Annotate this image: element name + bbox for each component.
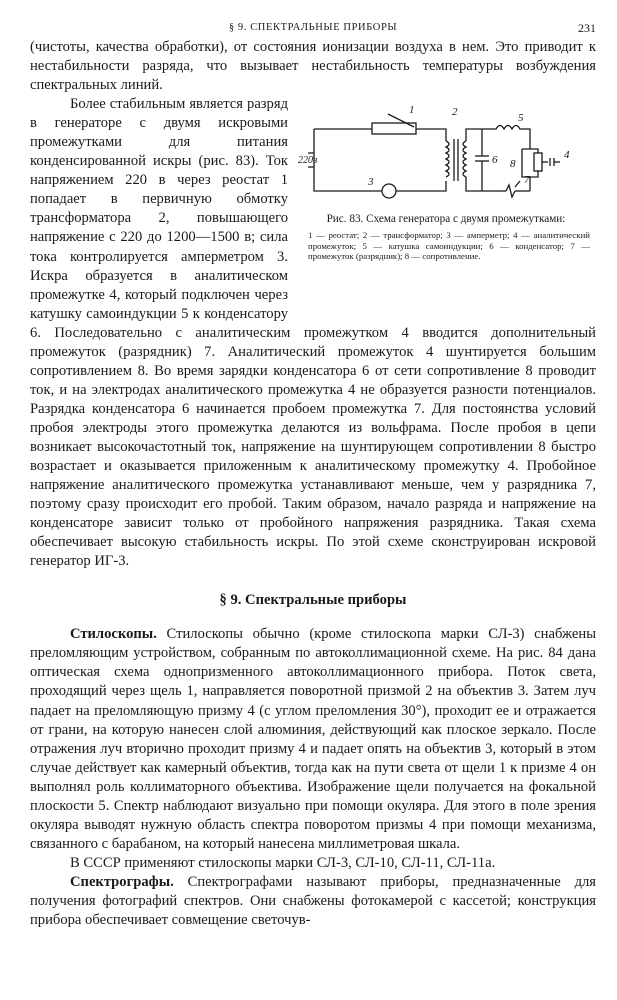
paragraph-spectrographs <box>30 873 596 930</box>
paragraph-ussr-models: В СССР применяют стилоскопы марки СЛ-3, СЛ-10, СЛ-11, СЛ-11а. <box>70 854 496 871</box>
book-page <box>30 0 596 930</box>
styloscopes-text: Стилоскопы обычно (кроме стилоскопа марки СЛ-3) снабжены преломляющим устройством, собранным по автоколлимационной схеме. На рис. 84 дана оптическая схема однопризменного автоколлимационного прибора. Поток света, проходящий через щель 1, направляется поворотной призмой 2 на объектив 3. Затем луч падает на преломляющую призму 4 (с углом преломления 30°), проходит ее и отражается от грани, на которую нанесен слой алюминия, действующий как плоское зеркало. После отражения луч вторично проходит призму 4 и падает опять на объектив 3, который в этом случае действует как камерный объектив, тогда как на пути света от щели 1 к призме 4 он выполнял роль коллиматорного объектива. Изображение щели получается на фокальной плоскости 5. Спектр наблюдают визуально при помощи окуляра. Для этого в поле зрения окуляра выводят нужную область спектра поворотом призмы 4 при помощи механизма, связанного с барабаном, на который нанесена миллиметровая шкала. <box>30 626 596 852</box>
paragraph-styloscopes <box>30 625 596 854</box>
label-4: 4 <box>564 149 570 162</box>
page-number: 231 <box>578 21 596 35</box>
running-title: § 9. СПЕКТРАЛЬНЫЕ ПРИБОРЫ <box>228 22 398 33</box>
figure-legend: 1 — реостат; 2 — трансформатор; 3 — амперметр; 4 — аналитический промежуток; 5 — катушка самоиндукции; 6 — конденсатор; 7 — промежуток (разрядник); 8 — сопротивление. <box>308 230 590 262</box>
spectrographs-text: Спектрографами называют приборы, предназначенные для получения фотографий спектров. Они снабжены фотокамерой с кассетой; конструкция прибора обеспечивает совмещение светочув- <box>30 873 596 929</box>
text-with-figure <box>30 95 596 571</box>
figure-83 <box>296 101 596 306</box>
circuit-diagram <box>296 101 596 211</box>
label-3: 3 <box>368 176 374 189</box>
label-8: 8 <box>510 158 516 171</box>
label-1: 1 <box>409 104 415 117</box>
label-7: 7 <box>524 174 530 187</box>
paragraph-continued: (чистоты, качества обработки), от состояния ионизации воздуха в нем. Это приводит к нестабильности разряда, что вызывает нестабильность температуры возбуждения спектральных линий. <box>30 39 596 94</box>
lead-spectrographs: Спектрографы. <box>70 873 174 890</box>
section-title: § 9. Спектральные приборы <box>219 592 407 609</box>
label-220v: 220в <box>298 155 318 167</box>
label-2: 2 <box>452 106 458 119</box>
running-header <box>30 0 596 38</box>
label-5: 5 <box>518 112 524 125</box>
label-6: 6 <box>492 154 498 167</box>
paragraph-generator: Более стабильным является разряд в генераторе с двумя искровыми промежутками для питания конденсированной искры (рис. 83). Ток напряжением 220 в через реостат 1 попадает в первичную обмотку трансформатора 2, повышающего напряжение с 220 до 1200—1500 в; сила тока контролируется амперметром 3. Искра образуется в аналитическом промежутке 4, который подключен через катушку самоиндукции 5 к конденсатору 6. Последовательно с аналитическим промежутком 4 вводится дополнительный промежуток (разрядник) 7. Аналитический промежуток 4 шунтируется большим сопротивлением 8. Во время зарядки конденсатора 6 от сети сопротивление 8 проводит ток, и на электродах аналитического промежутка 4 не образуется разности потенциалов. Разрядка конденсатора 6 начинается пробоем промежутка 7. Для постоянства условий пробоя электроды этого промежутка делаются из вольфрама. После пробоя в цепи возникает высокочастотный ток, напряжение на шунтирующем сопротивлении 8 быстро возрастает и оказывается приложенным к аналитическому промежутку 4. Пробойное напряжение аналитического промежутка устанавливают меньше, чем у разрядника 7, поэтому сразу происходит его пробой. Таким образом, начало разряда и напряжение на конденсаторе зависит только от пробойного напряжения разрядника. Такая схема обеспечивает высокую стабильность искры. По этой схеме сконструирован искровой генератор ИГ-3. <box>30 96 596 570</box>
figure-caption: Рис. 83. Схема генератора с двумя промежутками: <box>326 213 566 226</box>
lead-styloscopes: Стилоскопы. <box>70 626 157 643</box>
